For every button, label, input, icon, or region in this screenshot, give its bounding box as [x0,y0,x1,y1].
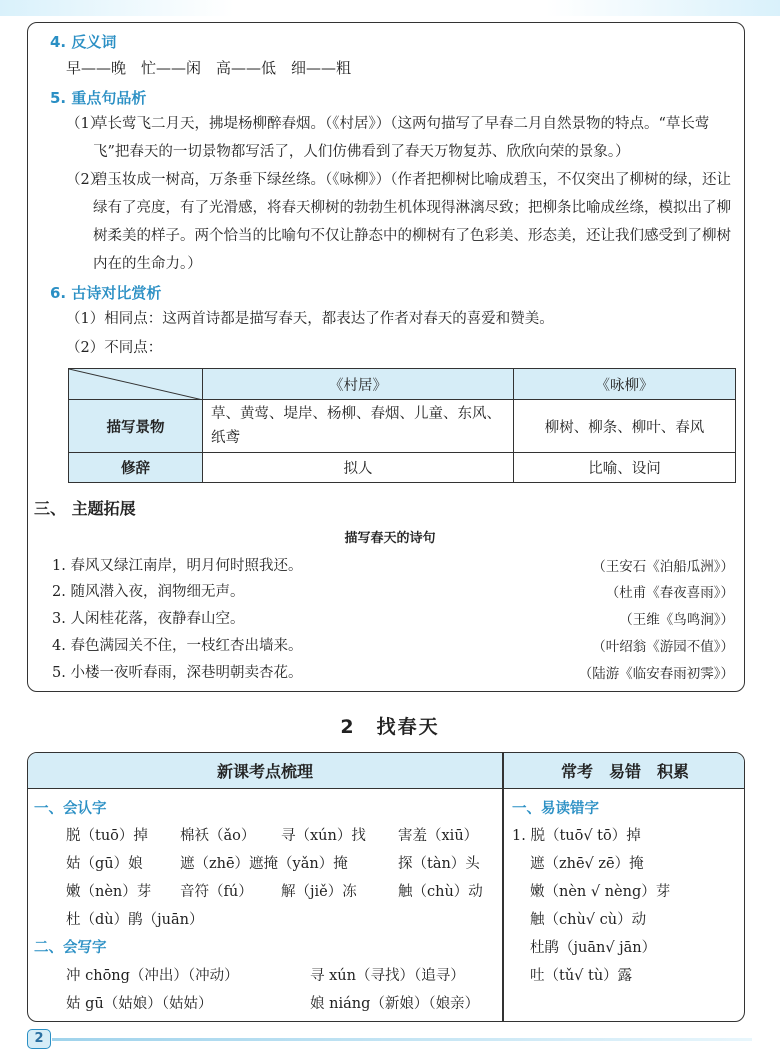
table-corner-cell [69,369,203,400]
compare-diff: （2）不同点： [66,340,163,356]
read-char-item: 寻（xún）找 [281,828,366,844]
table-cell: 比喻、设问 [514,453,736,483]
error-char-item: 吐（tǔ√ tù）露 [530,968,633,984]
read-char-item: 探（tàn）头 [398,856,480,872]
table-row-label: 修辞 [69,453,203,483]
table-header-cunju: 《村居》 [203,369,514,400]
error-char-item: 嫩（nèn √ nèng）芽 [530,884,671,900]
error-char-item: 触（chù√ cù）动 [530,912,647,928]
right-column-header: 常考 易错 积累 [504,753,745,789]
left-column-header: 新课考点梳理 [28,753,502,789]
read-char-item: 解（jiě）冻 [281,884,357,900]
poem-source: （杜甫《春夜喜雨》） [605,585,734,601]
write-char-item: 寻 xún（寻找）（追寻） [310,968,465,984]
poem-line: 5. 小楼一夜听春雨，深巷明朝卖杏花。 [52,665,303,681]
read-char-item: 遮（zhē）遮掩（yǎn）掩 [180,856,348,872]
error-chars-title: 一、易读错字 [512,801,599,817]
error-char-item: 杜鹃（juān√ jān） [530,940,657,956]
poem-source: （王维《鸟鸣涧》） [619,612,734,628]
sentence-text: 草长莺飞二月天，拂堤杨柳醉春烟。（《村居》）（这两句描写了早春二月自然景物的特点。“草长莺飞”把春天的一切景物都写活了，人们仿佛看到了春天万物复苏、欣欣向荣的景象。） [93,116,710,160]
read-char-item: 音符（fú） [180,884,253,900]
antonyms-title: 4. 反义词 [50,33,117,51]
write-chars-title: 二、会写字 [34,940,107,956]
poem-source: （陆游《临安春雨初霁》） [578,666,734,682]
sentence-item-1 [66,110,742,166]
table-cell: 草、黄莺、堤岸、杨柳、春烟、儿童、东风、纸鸢 [203,400,514,453]
sentence-item-2 [66,166,742,278]
read-char-item: 脱（tuō）掉 [66,828,148,844]
antonyms-text: 早——晚 忙——闲 高——低 细——粗 [66,59,352,77]
write-char-item: 冲 chōng（冲出）（冲动） [66,968,239,984]
read-char-item: 姑（gū）娘 [66,856,143,872]
diagonal-line [69,369,203,400]
table-cell: 拟人 [203,453,514,483]
column-divider [502,753,504,1022]
poem-line: 3. 人闲桂花落，夜静春山空。 [52,611,245,627]
compare-title: 6. 古诗对比赏析 [50,284,162,302]
sentences-title: 5. 重点句品析 [50,89,147,107]
sentence-number: （2） [66,172,105,188]
read-char-item: 触（chù）动 [398,884,483,900]
table-cell: 柳树、柳条、柳叶、春风 [514,400,736,453]
poem-line: 2. 随风潜入夜，润物细无声。 [52,584,245,600]
theme-heading: 三、 主题拓展 [34,499,136,518]
footer-rule [52,1038,752,1041]
page-number: 2 [27,1029,51,1049]
read-char-item: 嫩（nèn）芽 [66,884,152,900]
error-char-item: 遮（zhē√ zē）掩 [530,856,644,872]
read-char-item: 棉袄（ǎo） [180,828,256,844]
sentence-number: （1） [66,116,105,132]
poem-line: 1. 春风又绿江南岸，明月何时照我还。 [52,558,303,574]
poem-line: 4. 春色满园关不住，一枝红杏出墙来。 [52,638,303,654]
error-char-item: 1. 脱（tuō√ tō）掉 [512,828,641,844]
write-char-item: 姑 gū（姑娘）（姑姑） [66,996,213,1012]
table-header-yongliu: 《咏柳》 [514,369,736,400]
compare-same: （1）相同点：这两首诗都是描写春天，都表达了作者对春天的喜爱和赞美。 [66,311,554,327]
read-chars-title: 一、会认字 [34,801,107,817]
poem-source: （叶绍翁《游园不值》） [592,639,734,655]
top-decoration-strip [0,0,780,16]
read-char-item: 害羞（xiū） [398,828,479,844]
sentence-text: 碧玉妆成一树高，万条垂下绿丝绦。（《咏柳》）（作者把柳树比喻成碧玉，不仅突出了柳树的绿，还让绿有了亮度，有了光滑感，将春天柳树的勃勃生机体现得淋漓尽致；把柳条比喻成丝绦，模拟出了柳树柔美的样子。两个恰当的比喻句不仅让静态中的柳树有了色彩美、形态美，还让我们感受到了柳树内在的生命力。） [93,172,731,272]
poem-source: （王安石《泊船瓜洲》） [592,559,734,575]
theme-subtitle: 描写春天的诗句 [344,531,436,546]
write-char-item: 娘 niáng（新娘）（娘亲） [310,996,480,1012]
lesson-title: 2 找春天 [340,716,440,738]
read-char-item: 杜（dù）鹃（juān） [66,912,204,928]
compare-table [68,368,736,483]
table-row-label: 描写景物 [69,400,203,453]
